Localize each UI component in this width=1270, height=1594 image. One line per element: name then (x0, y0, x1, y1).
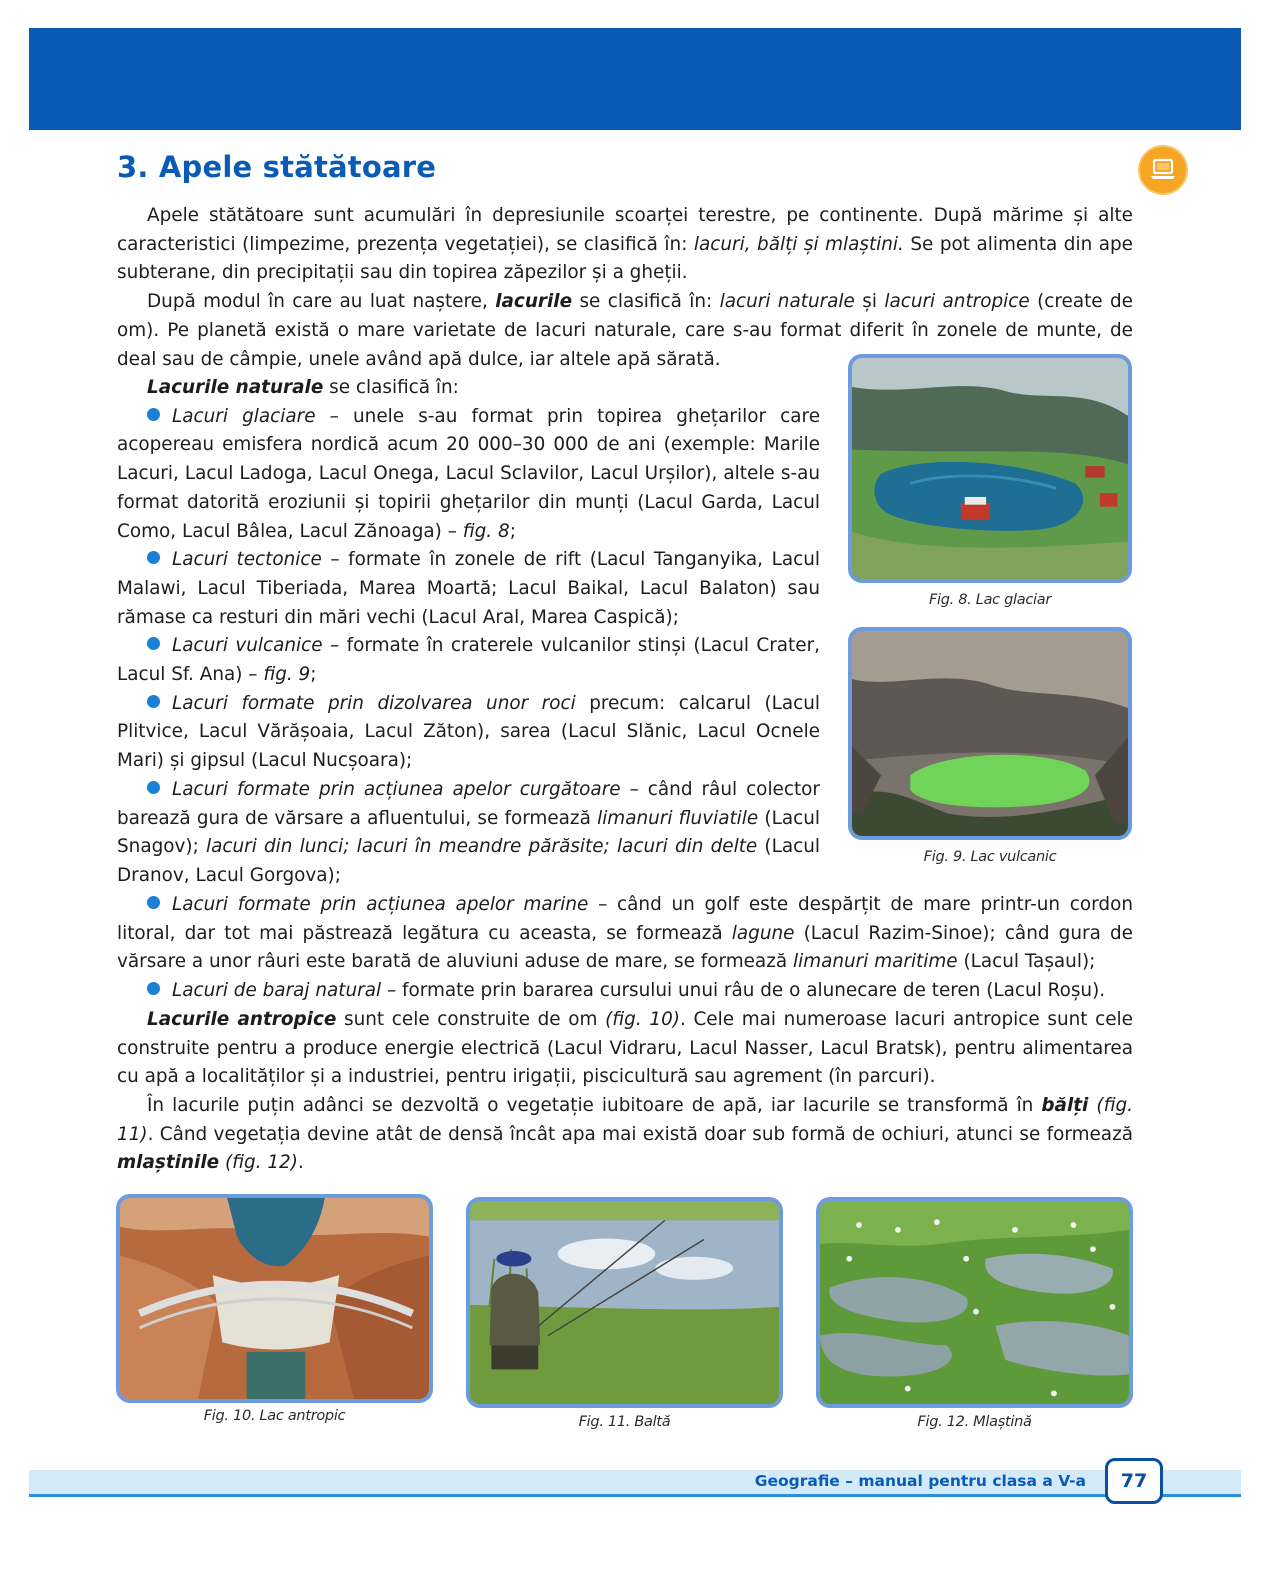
figure-caption: Fig. 12. Mlaștină (917, 1414, 1032, 1430)
list-item: Lacuri formate prin acțiunea apelor marine – când un golf este despărțit de mare printr-un cordon litoral, dar tot mai păstrează legătura cu aceasta, se formează lagune (Lacul Razim-Sinoe); când gura de vărsare a unor râuri este barată de aluviuni aduse de mare, se formează limanuri maritime (Lacul Tașaul); (117, 894, 1133, 973)
figure-caption: Fig. 8. Lac glaciar (928, 592, 1052, 608)
list-item: Lacuri vulcanice – formate în craterele vulcanilor stinși (Lacul Crater, Lacul Sf. Ana) – fig. 9; (117, 635, 820, 686)
paragraph-definition: Apele stătătoare sunt acumulări în depresiunile scoarței terestre, pe continente. După mărime și alte caracteristici (limpezime, prezența vegetației), se clasifică în: lacuri, bălți și mlaștini. Se pot alimenta din ape subterane, din precipitații sau din topirea zăpezilor și a gheții. (117, 205, 1133, 284)
bullet-icon (147, 551, 160, 564)
bullet-icon (147, 695, 160, 708)
header-band (29, 28, 1241, 130)
digital-content-badge[interactable] (1138, 145, 1188, 195)
figure-caption: Fig. 10. Lac antropic (203, 1408, 346, 1424)
paragraph-natural-lakes: Lacurile naturale se clasifică în: (147, 377, 459, 398)
paragraph-anthropic: Lacurile antropice sunt cele construite de om (fig. 10). Cele mai numeroase lacuri antropice sunt cele construite pentru a produce energie electrică (Lacul Vidraru, Lacul Nasser, Lacul Bratsk), pentru alimentarea cu apă a localităților și a industriei, pentru irigații, piscicultură sau agrement (în parcuri). (117, 1008, 1133, 1088)
list-item: Lacuri tectonice – formate în zonele de rift (Lacul Tanganyika, Lacul Malawi, Lacul Tiberiada, Marea Moartă; Lacul Baikal, Lacul Balaton) sau rămase ca resturi din mări vechi (Lacul Aral, Marea Caspică); (117, 549, 820, 628)
paragraph-ponds-marshes: În lacurile puțin adânci se dezvoltă o vegetație iubitoare de apă, iar lacurile se transformă în bălți (fig. 11). Când vegetația devine atât de densă încât apa mai există doar sub formă de ochiuri, atunci se formează mlaștinile (fig. 12). (117, 1094, 1133, 1174)
paragraph-origin: După modul în care au luat naștere, lacurile se clasifică în: lacuri naturale și lacuri antropice (create de om). Pe planetă există o mare varietate de lacuri naturale, care s-au format diferit în zonele de munte, de deal sau de câmpie, unele având apă dulce, iar altele apă sărată. (117, 291, 1133, 370)
bullet-icon (147, 408, 160, 421)
figure-caption: Fig. 9. Lac vulcanic (923, 849, 1057, 865)
bullet-icon (147, 896, 160, 909)
bullet-icon (147, 982, 160, 995)
list-item: Lacuri formate prin acțiunea apelor curgătoare – când râul colector barează gura de vărsare a afluentului, se formează limanuri fluviatile (Lacul Snagov); lacuri din lunci; lacuri în meandre părăsite; lacuri din delte (Lacul Dranov, Lacul Gorgova); (117, 778, 821, 886)
figure-caption: Fig. 11. Baltă (578, 1414, 671, 1430)
glacial-lake-photo (848, 354, 1132, 583)
continuation-text (117, 891, 1133, 1178)
dam-lake-photo (116, 1194, 433, 1403)
marsh-photo (816, 1197, 1133, 1408)
section-title: 3. Apele stătătoare (117, 150, 437, 184)
laptop-icon (1149, 156, 1177, 182)
intro-text (117, 202, 1133, 374)
list-item: Lacuri formate prin dizolvarea unor roci precum: calcarul (Lacul Plitvice, Lacul Vărășoaia, Lacul Zăton), sarea (Lacul Slănic, Lacul Ocnele Mari) și gipsul (Lacul Nucșoara); (117, 692, 821, 772)
bullet-icon (147, 781, 160, 794)
bullet-icon (147, 637, 160, 650)
volcanic-lake-photo (848, 627, 1132, 840)
pond-photo (466, 1197, 783, 1408)
list-item: Lacuri de baraj natural – formate prin bararea cursului unui râu de o alunecare de teren (Lacul Roșu). (117, 977, 1133, 1006)
natural-lakes-list (117, 374, 820, 891)
list-item: Lacuri glaciare – unele s-au format prin topirea ghețarilor care acopereau emisfera nordică acum 20 000–30 000 de ani (exemple: Marile Lacuri, Lacul Ladoga, Lacul Onega, Lacul Sclavilor, Lacul Urșilor), altele s-au format datorită eroziunii și topirii ghețarilor din munți (Lacul Garda, Lacul Como, Lacul Bâlea, Lacul Zănoaga) – fig. 8; (117, 405, 821, 542)
book-title: Geografie – manual pentru clasa a V-a (754, 1472, 1086, 1490)
page-number: 77 (1105, 1458, 1163, 1504)
